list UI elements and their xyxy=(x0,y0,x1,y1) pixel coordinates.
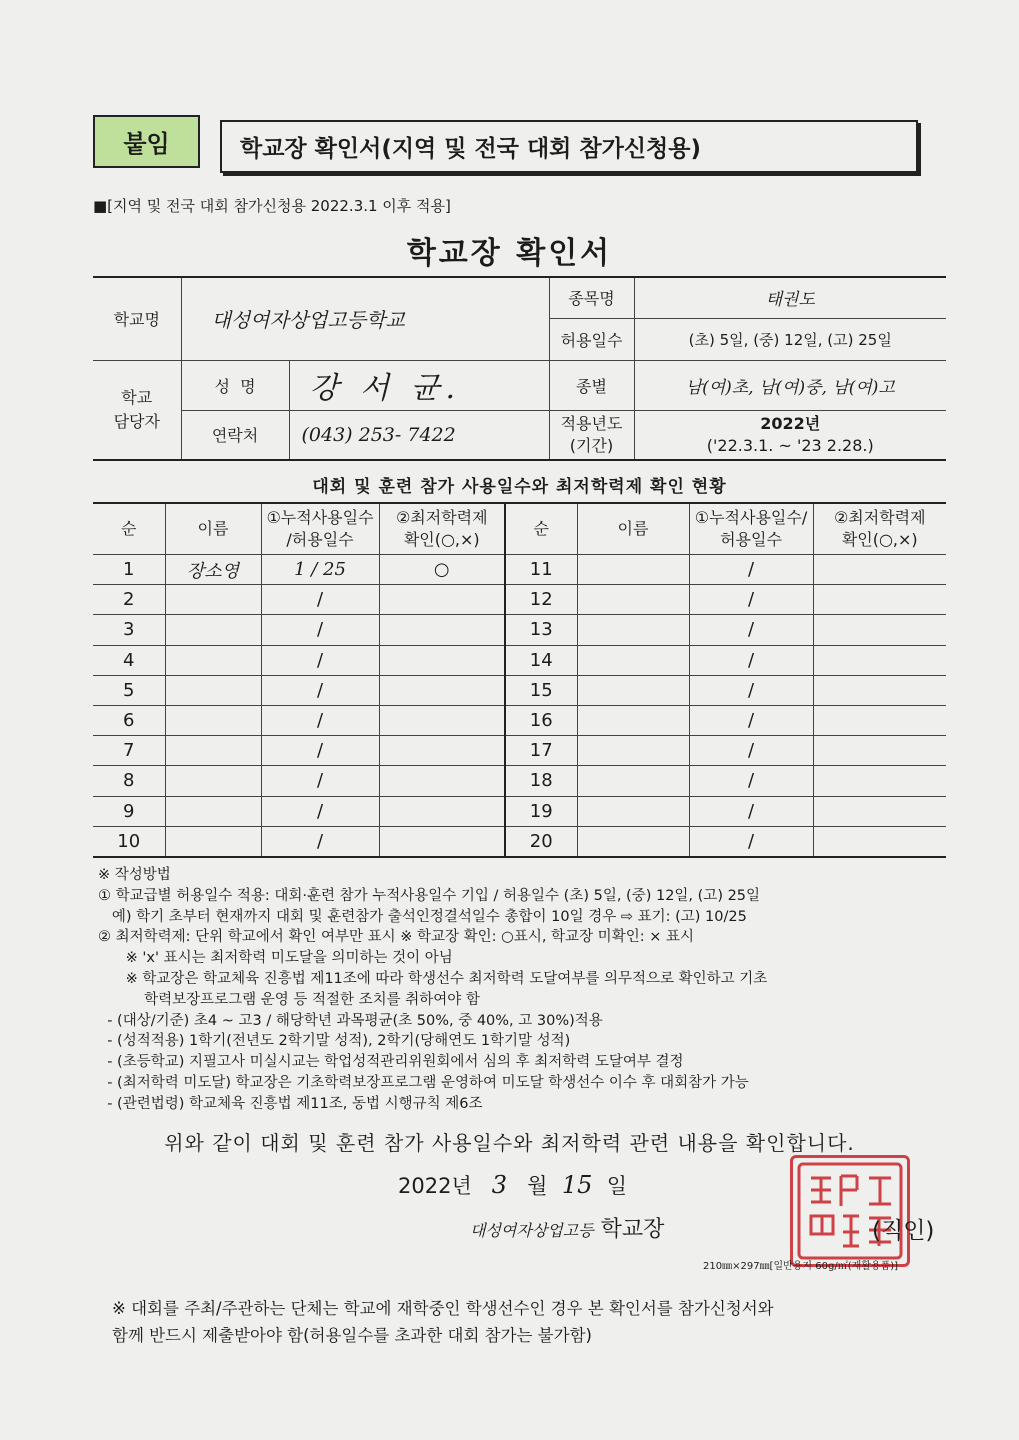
row-name xyxy=(165,675,261,705)
row-name-2 xyxy=(577,675,689,705)
row-check-2 xyxy=(813,615,946,645)
table-row xyxy=(93,766,946,796)
instruction-line: - (초등학교) 지필고사 미실시교는 학업성적관리위원회에서 심의 후 최저학력 도달여부 결정 xyxy=(98,1054,684,1071)
confirmation-statement: 위와 같이 대회 및 훈련 참가 사용일수와 최저학력 관련 내용을 확인합니다. xyxy=(164,1131,855,1155)
row-num-2: 12 xyxy=(505,585,577,615)
row-check-2 xyxy=(813,705,946,735)
col-num-header: 순 xyxy=(93,503,165,555)
col-num-header-2: 순 xyxy=(505,503,577,555)
seal-label: (직인) xyxy=(872,1218,935,1244)
row-num: 8 xyxy=(93,766,165,796)
row-num: 6 xyxy=(93,705,165,735)
table-row xyxy=(93,675,946,705)
row-name xyxy=(165,645,261,675)
row-num: 1 xyxy=(93,555,165,585)
row-check xyxy=(379,585,505,615)
gender-value: 남(여)초, 남(여)중, 남(여)고 xyxy=(634,360,946,410)
row-days-2: / xyxy=(689,705,813,735)
principal-school: 대성여자상업고등 xyxy=(470,1221,594,1240)
row-num: 10 xyxy=(93,826,165,857)
instruction-line: ※ 작성방법 xyxy=(98,867,171,883)
row-name xyxy=(165,796,261,826)
contact-label: 연락처 xyxy=(181,410,289,460)
date-day: 15 xyxy=(561,1171,593,1199)
col-check-header-2: ②최저학력제 확인(○,×) xyxy=(813,503,946,555)
row-days-2: / xyxy=(689,675,813,705)
principal-title: 학교장 xyxy=(600,1217,665,1242)
date-year: 2022년 xyxy=(398,1174,472,1198)
paper-spec: 210㎜×297㎜[일반용지 60g/㎡(재활용품)] xyxy=(703,1261,899,1272)
row-days: / xyxy=(261,796,379,826)
row-days: / xyxy=(261,766,379,796)
row-days-2: / xyxy=(689,585,813,615)
col-check-header: ②최저학력제 확인(○,×) xyxy=(379,503,505,555)
row-check-2 xyxy=(813,555,946,585)
col-name-header-2: 이름 xyxy=(577,503,689,555)
row-days-2: / xyxy=(689,645,813,675)
instruction-line: - (최저학력 미도달) 학교장은 기초학력보장프로그램 운영하여 미도달 학생선수 이수 후 대회참가 가능 xyxy=(98,1074,749,1091)
row-check xyxy=(379,766,505,796)
row-num-2: 11 xyxy=(505,555,577,585)
document-header-title: 학교장 확인서(지역 및 전국 대회 참가신청용) xyxy=(220,120,918,173)
allowed-days-value: (초) 5일, (중) 12일, (고) 25일 xyxy=(634,318,946,360)
section-title: 대회 및 훈련 참가 사용일수와 최저학력제 확인 현황 xyxy=(312,477,727,497)
row-days: / xyxy=(261,585,379,615)
instruction-line: ② 최저학력제: 단위 학교에서 확인 여부만 표시 ※ 학교장 확인: ○표시, 학교장 미확인: × 표시 xyxy=(98,929,694,946)
row-days: / xyxy=(261,826,379,857)
event-value: 태권도 xyxy=(634,277,946,318)
row-name xyxy=(165,826,261,857)
col-days-header: ①누적사용일수 /허용일수 xyxy=(261,503,379,555)
row-num-2: 14 xyxy=(505,645,577,675)
row-num: 3 xyxy=(93,615,165,645)
row-check xyxy=(379,796,505,826)
row-check xyxy=(379,645,505,675)
row-days-2: / xyxy=(689,826,813,857)
row-num: 7 xyxy=(93,736,165,766)
applicability-note: ■[지역 및 전국 대회 참가신청용 2022.3.1 이후 적용] xyxy=(93,197,451,215)
table-row xyxy=(93,615,946,645)
row-num-2: 15 xyxy=(505,675,577,705)
row-days-2: / xyxy=(689,766,813,796)
row-check-2 xyxy=(813,736,946,766)
col-name-header: 이름 xyxy=(165,503,261,555)
manager-name-value: 강 서 균. xyxy=(289,360,549,410)
row-days: / xyxy=(261,615,379,645)
row-num-2: 19 xyxy=(505,796,577,826)
row-name-2 xyxy=(577,826,689,857)
row-check xyxy=(379,736,505,766)
row-num-2: 13 xyxy=(505,615,577,645)
table-row xyxy=(93,736,946,766)
year-label: 적용년도 (기간) xyxy=(549,410,634,460)
row-name-2 xyxy=(577,615,689,645)
row-name xyxy=(165,615,261,645)
col-days-header-2: ①누적사용일수/ 허용일수 xyxy=(689,503,813,555)
principal-signature xyxy=(470,1212,664,1243)
instruction-line: ※ 학교장은 학교체육 진흥법 제11조에 따라 학생선수 최저학력 도달여부를 의무적으로 확인하고 기초 xyxy=(98,970,768,987)
row-name xyxy=(165,705,261,735)
row-days-2: / xyxy=(689,796,813,826)
table-row xyxy=(93,645,946,675)
row-days: / xyxy=(261,736,379,766)
allowed-days-label: 허용일수 xyxy=(549,318,634,360)
manager-label: 학교 담당자 xyxy=(93,360,181,460)
row-days: 1 / 25 xyxy=(261,555,379,585)
instruction-line: ※ 'x' 표시는 최저학력 미도달을 의미하는 것이 아님 xyxy=(98,950,453,967)
instruction-line: ① 학교급별 허용일수 적용: 대회·훈련 참가 누적사용일수 기입 / 허용일수 (초) 5일, (중) 12일, (고) 25일 xyxy=(98,887,761,904)
table-row xyxy=(93,555,946,585)
date-day-unit: 일 xyxy=(606,1174,628,1198)
row-name xyxy=(165,766,261,796)
row-days: / xyxy=(261,645,379,675)
signature-date xyxy=(398,1170,627,1200)
table-row xyxy=(93,796,946,826)
row-name-2 xyxy=(577,736,689,766)
row-name xyxy=(165,736,261,766)
row-name-2 xyxy=(577,796,689,826)
row-num: 4 xyxy=(93,645,165,675)
info-table xyxy=(93,276,946,461)
row-name-2 xyxy=(577,585,689,615)
row-check xyxy=(379,615,505,645)
row-num-2: 18 xyxy=(505,766,577,796)
name-label: 성 명 xyxy=(181,360,289,410)
row-check xyxy=(379,705,505,735)
row-name-2 xyxy=(577,645,689,675)
row-check-2 xyxy=(813,585,946,615)
row-num: 9 xyxy=(93,796,165,826)
period-value: ('22.3.1. ~ '23 2.28.) xyxy=(706,435,874,455)
row-num: 5 xyxy=(93,675,165,705)
year-cell xyxy=(634,410,946,460)
attachment-tag: 붙임 xyxy=(93,115,200,168)
row-check-2 xyxy=(813,675,946,705)
footer-note: ※ 대회를 주최/주관하는 단체는 학교에 재학중인 학생선수인 경우 본 확인서를 참가신청서와 함께 반드시 제출받아야 함(허용일수를 초과한 대회 참가는 불가함) xyxy=(112,1299,774,1345)
school-label: 학교명 xyxy=(93,277,181,360)
event-label: 종목명 xyxy=(549,277,634,318)
row-num-2: 20 xyxy=(505,826,577,857)
page-title: 학교장 확인서 xyxy=(406,236,613,271)
gender-label: 종별 xyxy=(549,360,634,410)
row-days-2: / xyxy=(689,555,813,585)
instruction-line: - (대상/기준) 초4 ~ 고3 / 해당학년 과목평균(초 50%, 중 40%, 고 30%)적용 xyxy=(98,1012,603,1029)
contact-value: (043) 253- 7422 xyxy=(289,410,549,460)
instruction-line: 예) 학기 초부터 현재까지 대회 및 훈련참가 출석인정결석일수 총합이 10일 경우 ⇨ 표기: (고) 10/25 xyxy=(98,908,747,925)
row-days: / xyxy=(261,675,379,705)
seal-graphic xyxy=(793,1158,907,1264)
row-name-2 xyxy=(577,555,689,585)
date-month: 3 xyxy=(491,1171,508,1199)
instruction-line: 학력보장프로그램 운영 등 적절한 조치를 취하여야 함 xyxy=(98,991,480,1008)
row-days-2: / xyxy=(689,615,813,645)
date-month-unit: 월 xyxy=(527,1174,548,1198)
row-days: / xyxy=(261,705,379,735)
official-seal xyxy=(790,1155,910,1267)
table-row xyxy=(93,826,946,857)
row-name: 장소영 xyxy=(165,555,261,585)
table-row xyxy=(93,585,946,615)
instruction-line: - (성적적용) 1학기(전년도 2학기말 성적), 2학기(당해연도 1학기말 성적) xyxy=(98,1033,571,1050)
participation-table xyxy=(93,502,946,858)
table-row xyxy=(93,705,946,735)
row-num-2: 17 xyxy=(505,736,577,766)
row-num: 2 xyxy=(93,585,165,615)
row-check-2 xyxy=(813,766,946,796)
row-check-2 xyxy=(813,796,946,826)
row-name-2 xyxy=(577,766,689,796)
instruction-line: - (관련법령) 학교체육 진흥법 제11조, 동법 시행규칙 제6조 xyxy=(98,1095,483,1112)
row-num-2: 16 xyxy=(505,705,577,735)
row-name-2 xyxy=(577,705,689,735)
row-check: ○ xyxy=(379,555,505,585)
year-value: 2022년 xyxy=(760,413,821,433)
instructions xyxy=(98,865,958,1115)
row-check-2 xyxy=(813,826,946,857)
row-check xyxy=(379,675,505,705)
row-check-2 xyxy=(813,645,946,675)
row-check xyxy=(379,826,505,857)
row-days-2: / xyxy=(689,736,813,766)
school-value: 대성여자상업고등학교 xyxy=(181,277,549,360)
row-name xyxy=(165,585,261,615)
